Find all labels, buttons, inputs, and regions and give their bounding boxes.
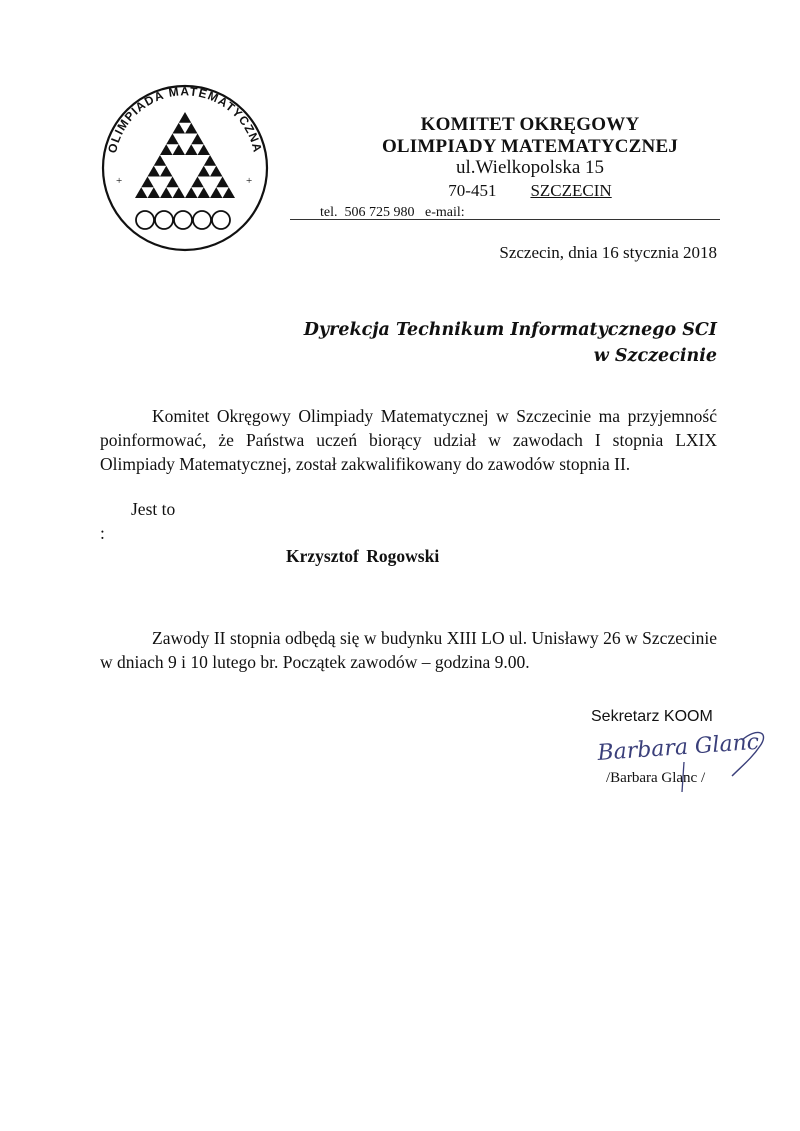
sierpinski-cell: [160, 187, 173, 198]
olympiad-logo-icon: [100, 80, 270, 255]
signatory-name: /Barbara Glanc /: [606, 770, 706, 786]
sierpinski-cell: [141, 177, 154, 188]
sierpinski-cell: [173, 144, 186, 155]
sierpinski-cell: [191, 177, 204, 188]
letterhead-street: ul.Wielkopolska 15: [455, 157, 605, 178]
sierpinski-cell: [166, 134, 179, 145]
sierpinski-cell: [198, 166, 211, 177]
sierpinski-cell: [154, 155, 167, 166]
sierpinski-cell: [185, 187, 198, 198]
sierpinski-cell: [216, 177, 229, 188]
sierpinski-cell: [135, 187, 148, 198]
svg-text:+: +: [246, 175, 253, 187]
letterhead-city-line: [300, 181, 760, 201]
sierpinski-cell: [166, 177, 179, 188]
letterhead-divider: [290, 219, 720, 220]
addressee-line2: w Szczecinie: [593, 346, 717, 366]
sierpinski-cell: [210, 187, 223, 198]
letterhead-org-line1: KOMITET OKRĘGOWY: [420, 114, 640, 135]
letterhead-org-line2: OLIMPIADY MATEMATYCZNEJ: [381, 136, 679, 157]
sierpinski-cell: [191, 134, 204, 145]
sierpinski-cell: [204, 155, 217, 166]
sierpinski-cell: [179, 112, 192, 123]
sierpinski-cell: [185, 144, 198, 155]
sierpinski-cell: [148, 187, 161, 198]
date-line: Szczecin, dnia 16 stycznia 2018: [499, 243, 717, 262]
student-name: Krzysztof Rogowski: [286, 546, 440, 566]
body-paragraph-1: Komitet Okręgowy Olimpiady Matematycznej w Szczecinie ma przyjemność poinformować, że Państwa uczeń biorący udział w zawodach I stopnia LXIX Olimpiady Matematycznej, został zakwalifikowany do zawodów stopnia II.: [100, 406, 717, 474]
jest-to-label: Jest to: [131, 499, 176, 519]
addressee-line1: Dyrekcja Technikum Informatycznego SCI: [303, 320, 717, 340]
sierpinski-cell: [210, 166, 223, 177]
letterhead-city: SZCZECIN: [530, 181, 612, 200]
letterhead-contact: tel. 506 725 980 e-mail:: [320, 205, 465, 220]
sierpinski-cell: [198, 144, 211, 155]
signature-role: Sekretarz KOOM: [591, 708, 713, 725]
letterhead-postcode: 70-451: [448, 181, 497, 200]
sierpinski-cell: [198, 187, 211, 198]
sierpinski-cell: [148, 166, 161, 177]
colon-mark: :: [100, 523, 105, 543]
sierpinski-cell: [173, 187, 186, 198]
body-paragraph-2: Zawody II stopnia odbędą się w budynku XIII LO ul. Unisławy 26 w Szczecinie w dniach 9 i 10 lutego br. Początek zawodów – godzina 9.00.: [100, 628, 717, 672]
sierpinski-cell: [223, 187, 236, 198]
sierpinski-cell: [160, 144, 173, 155]
signature-script: Barbara Glanc: [596, 729, 760, 766]
sierpinski-cell: [185, 123, 198, 134]
svg-text:+: +: [116, 175, 123, 187]
sierpinski-cell: [173, 123, 186, 134]
logo-ring-text: OLIMPIADA MATEMATYCZNA: [105, 84, 265, 155]
sierpinski-cell: [160, 166, 173, 177]
